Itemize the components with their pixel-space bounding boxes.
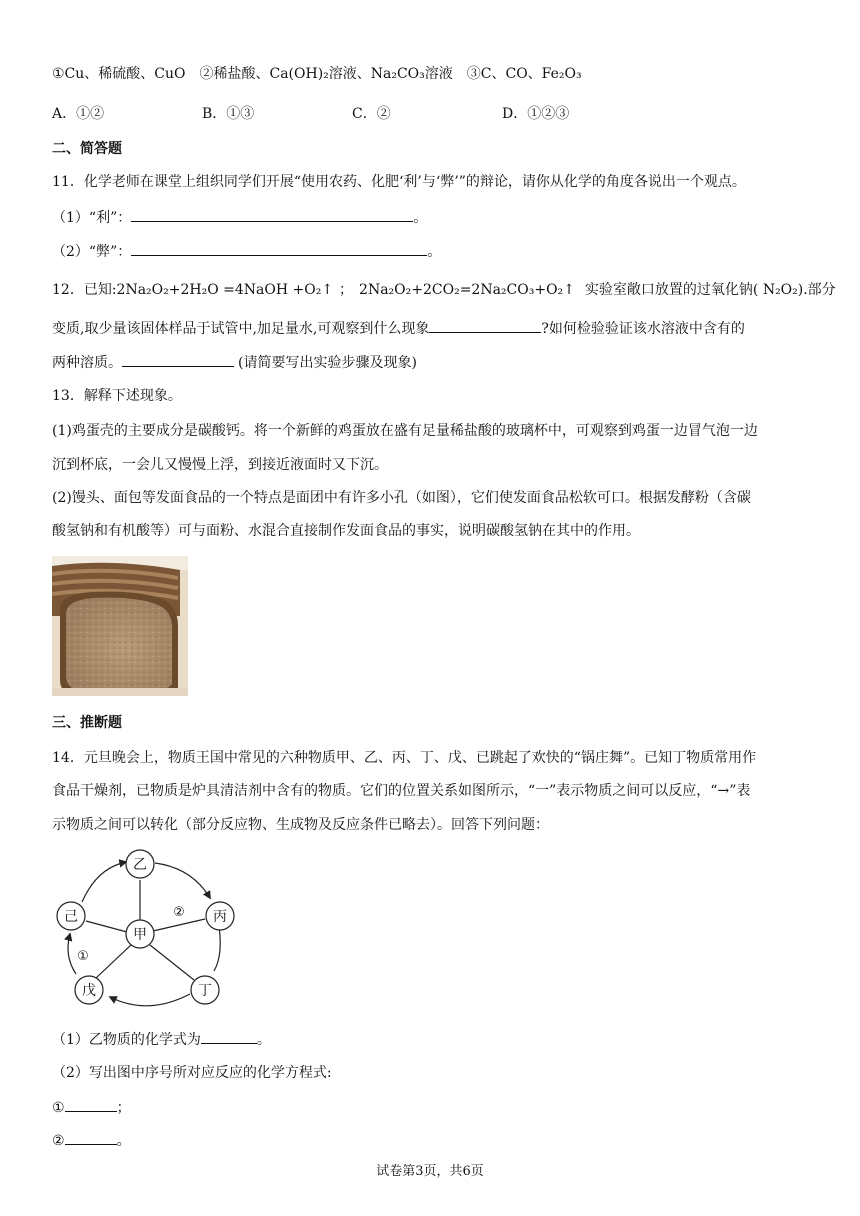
q11-part1-end: 。: [413, 210, 428, 226]
q11-part2-end: 。: [427, 244, 442, 260]
q12-line1: [52, 280, 836, 300]
q13-part2-line1: (2)馒头、面包等发面食品的一个特点是面团中有许多小孔（如图），它们使发面食品松软可口。根据发酵粉（含碳: [52, 490, 751, 506]
q11-part1: [52, 207, 427, 228]
q12-blank-1[interactable]: [429, 318, 541, 333]
q14-eq1-blank[interactable]: [65, 1097, 117, 1112]
q14-eq1-end: ；: [116, 1100, 131, 1116]
section-heading-inference: 三、推断题: [52, 715, 122, 731]
q14-sub1-blank[interactable]: [201, 1029, 257, 1044]
q13-stem: 13．解释下述现象。: [52, 388, 182, 404]
link-jia-ding: [150, 945, 194, 980]
q14-line1: 14．元旦晚会上，物质王国中常见的六种物质甲、乙、丙、丁、戊、已跳起了欢快的“锅庄舞”。已知丁物质常用作: [52, 750, 757, 766]
arrow-ji-to-yi: [82, 862, 126, 902]
link-jia-ji: [86, 921, 127, 932]
q14-line3: 示物质之间可以转化（部分反应物、生成物及反应条件已略去）。回答下列问题：: [52, 817, 549, 833]
arrow-wu-to-ji: [68, 934, 76, 974]
q11-part2: [52, 241, 441, 262]
q12-equation-1: 2Na₂O₂+2H₂O =4NaOH +O₂↑: [116, 282, 334, 298]
reaction-cycle-diagram: [52, 846, 242, 1016]
arrow-ding-to-wu: [110, 994, 190, 1006]
q12-line2-text: 变质,取少量该固体样品于试管中,加足量水,可观察到什么现象: [52, 321, 430, 337]
q11-part1-label: （1）“利”：: [52, 210, 132, 226]
section-heading-short-answer: 二、简答题: [52, 141, 122, 157]
q13-part1-line2: 沉到杯底，一会儿又慢慢上浮，到接近液面时又下沉。: [52, 457, 388, 473]
link-jia-wu: [96, 945, 131, 978]
q12-blank-2[interactable]: [122, 352, 234, 367]
q12-line3: [52, 352, 417, 373]
q11-part2-label: （2）“弊”：: [52, 244, 132, 260]
q12-equation-2: 2Na₂O₂+2CO₂=2Na₂CO₃+O₂↑: [359, 282, 575, 298]
q11-stem: 11．化学老师在课堂上组织同学们开展“使用农药、化肥‘利’与‘弊’”的辩论，请你从化学的角度各说出一个观点。: [52, 174, 746, 190]
page-footer: 试卷第3页，共6页: [376, 1164, 484, 1179]
q11-part1-blank[interactable]: [131, 207, 413, 222]
q12-separator: ；: [339, 282, 354, 298]
q12-line2-text-b: ?如何检验验证该水溶液中含有的: [541, 321, 745, 337]
arrow-yi-to-bing: [155, 863, 210, 898]
q12-line3-text: 两种溶质。: [52, 355, 122, 371]
q14-eq2-blank[interactable]: [65, 1130, 117, 1145]
q12-line2: [52, 318, 745, 339]
q14-line2: 食品干燥剂，已物质是炉具清洁剂中含有的物质。它们的位置关系如图所示，“一”表示物质之间可以反应，“→”表: [52, 783, 751, 799]
node-ji: 己: [64, 909, 78, 925]
q14-sub2: （2）写出图中序号所对应反应的化学方程式:: [52, 1065, 332, 1081]
mark-reaction-2: ②: [173, 905, 185, 920]
q10-option-a: A．①②: [52, 106, 105, 122]
mark-reaction-1: ①: [77, 949, 89, 964]
q14-sub1-end: 。: [256, 1032, 271, 1048]
node-ding: 丁: [198, 983, 212, 999]
q14-eq2-marker: ②: [52, 1133, 65, 1149]
q12-prefix: 12．已知:: [52, 282, 117, 298]
q14-eq1: [52, 1097, 131, 1118]
node-bing: 丙: [213, 909, 227, 925]
q14-sub1-text: （1）乙物质的化学式为: [52, 1032, 201, 1048]
node-yi: 乙: [133, 857, 147, 873]
q13-part1-line1: (1)鸡蛋壳的主要成分是碳酸钙。将一个新鲜的鸡蛋放在盛有足量稀盐酸的玻璃杯中，可观察到鸡蛋一边冒气泡一边: [52, 423, 758, 439]
q10-option-b: B．①③: [202, 106, 255, 122]
q12-line1-suffix: 实验室敞口放置的过氧化钠( N₂O₂).部分: [584, 282, 836, 298]
q11-part2-blank[interactable]: [131, 241, 427, 256]
q14-eq2: [52, 1130, 131, 1151]
bread-slice-image: [52, 556, 188, 696]
q14-sub1: [52, 1029, 271, 1050]
q14-eq2-end: 。: [116, 1133, 131, 1149]
q10-option-c: C．②: [352, 106, 391, 122]
node-wu: 戊: [82, 983, 96, 999]
q12-line3-hint: (请简要写出实验步骤及现象): [238, 355, 417, 371]
q10-groups: ①Cu、稀硫酸、CuO ②稀盐酸、Ca(OH)₂溶液、Na₂CO₃溶液 ③C、CO、Fe₂O₃: [52, 66, 582, 82]
q10-option-d: D．①②③: [502, 106, 570, 122]
node-jia: 甲: [133, 927, 147, 943]
link-jia-bing: [153, 919, 205, 931]
q14-eq1-marker: ①: [52, 1100, 65, 1116]
q13-part2-line2: 酸氢钠和有机酸等）可与面粉、水混合直接制作发面食品的事实，说明碳酸氢钠在其中的作用。: [52, 523, 640, 539]
